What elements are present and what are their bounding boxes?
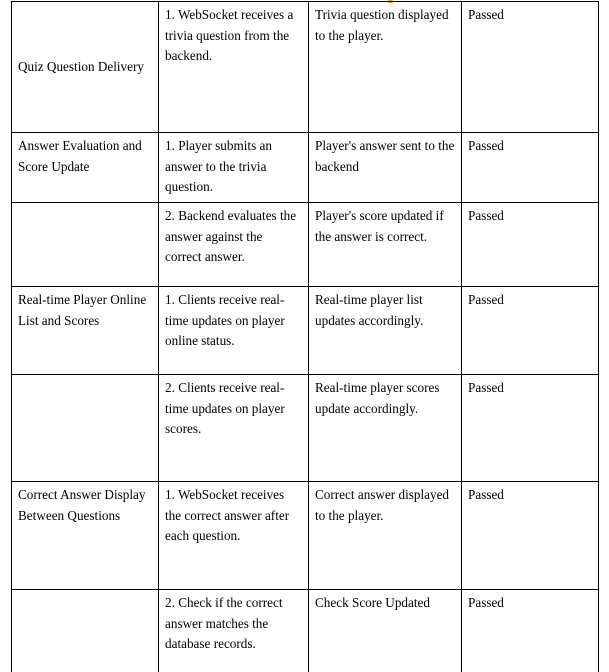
- expected-text: Player's answer sent to the backend: [315, 138, 455, 174]
- cell-feature: [12, 2, 159, 133]
- expected-text: Correct answer displayed to the player.: [315, 487, 450, 523]
- table-row: [12, 482, 599, 590]
- expected-text: Trivia question displayed to the player.: [315, 7, 449, 43]
- status-text: Passed: [468, 208, 504, 223]
- step-text: 1. WebSocket receives a trivia question from the backend.: [165, 7, 294, 64]
- cell-step: [159, 2, 309, 133]
- cell-status: [462, 203, 599, 287]
- step-text: 1. Clients receive real-time updates on player online status.: [165, 292, 285, 349]
- cell-step: [159, 203, 309, 287]
- cell-step: [159, 375, 309, 482]
- feature-text: Quiz Question Delivery: [18, 58, 144, 74]
- status-text: Passed: [468, 595, 504, 610]
- cell-expected: [309, 203, 462, 287]
- feature-text: Real-time Player Online List and Scores: [18, 292, 147, 328]
- feature-text: Answer Evaluation and Score Update: [18, 138, 142, 174]
- cell-expected: [309, 133, 462, 203]
- table-row: [12, 203, 599, 287]
- cell-feature: [12, 287, 159, 375]
- table-row: [12, 375, 599, 482]
- step-text: 2. Backend evaluates the answer against the correct answer.: [165, 208, 297, 265]
- table-row: [12, 2, 599, 133]
- expected-text: Player's score updated if the answer is correct.: [315, 208, 444, 244]
- cell-feature: [12, 590, 159, 672]
- status-text: Passed: [468, 487, 504, 502]
- test-case-table: [11, 1, 599, 672]
- status-text: Passed: [468, 292, 504, 307]
- expected-text: Real-time player list updates accordingly.: [315, 292, 424, 328]
- cell-step: [159, 590, 309, 672]
- cell-status: [462, 482, 599, 590]
- cell-feature: [12, 203, 159, 287]
- cell-expected: [309, 590, 462, 672]
- cell-step: [159, 482, 309, 590]
- table-row: [12, 590, 599, 672]
- cell-step: [159, 287, 309, 375]
- cell-status: [462, 287, 599, 375]
- cell-expected: [309, 2, 462, 133]
- status-text: Passed: [468, 7, 504, 22]
- step-text: 1. Player submits an answer to the trivia question.: [165, 138, 272, 195]
- step-text: 1. WebSocket receives the correct answer after each question.: [165, 487, 290, 544]
- cell-expected: [309, 287, 462, 375]
- table-row: [12, 287, 599, 375]
- cell-feature: [12, 482, 159, 590]
- expected-text: Real-time player scores update accordingly.: [315, 380, 440, 416]
- cell-status: [462, 375, 599, 482]
- cell-expected: [309, 375, 462, 482]
- cell-status: [462, 2, 599, 133]
- table-row: [12, 133, 599, 203]
- cell-feature: [12, 133, 159, 203]
- cell-feature: [12, 375, 159, 482]
- step-text: 2. Check if the correct answer matches the database records.: [165, 595, 283, 652]
- cell-step: [159, 133, 309, 203]
- status-text: Passed: [468, 138, 504, 153]
- step-text: 2. Clients receive real-time updates on player scores.: [165, 380, 285, 437]
- cell-status: [462, 133, 599, 203]
- status-text: Passed: [468, 380, 504, 395]
- cell-status: [462, 590, 599, 672]
- cell-expected: [309, 482, 462, 590]
- feature-text: Correct Answer Display Between Questions: [18, 487, 146, 523]
- test-case-table-container: [11, 1, 598, 672]
- table-body: [12, 2, 599, 672]
- expected-text: Check Score Updated: [315, 595, 430, 610]
